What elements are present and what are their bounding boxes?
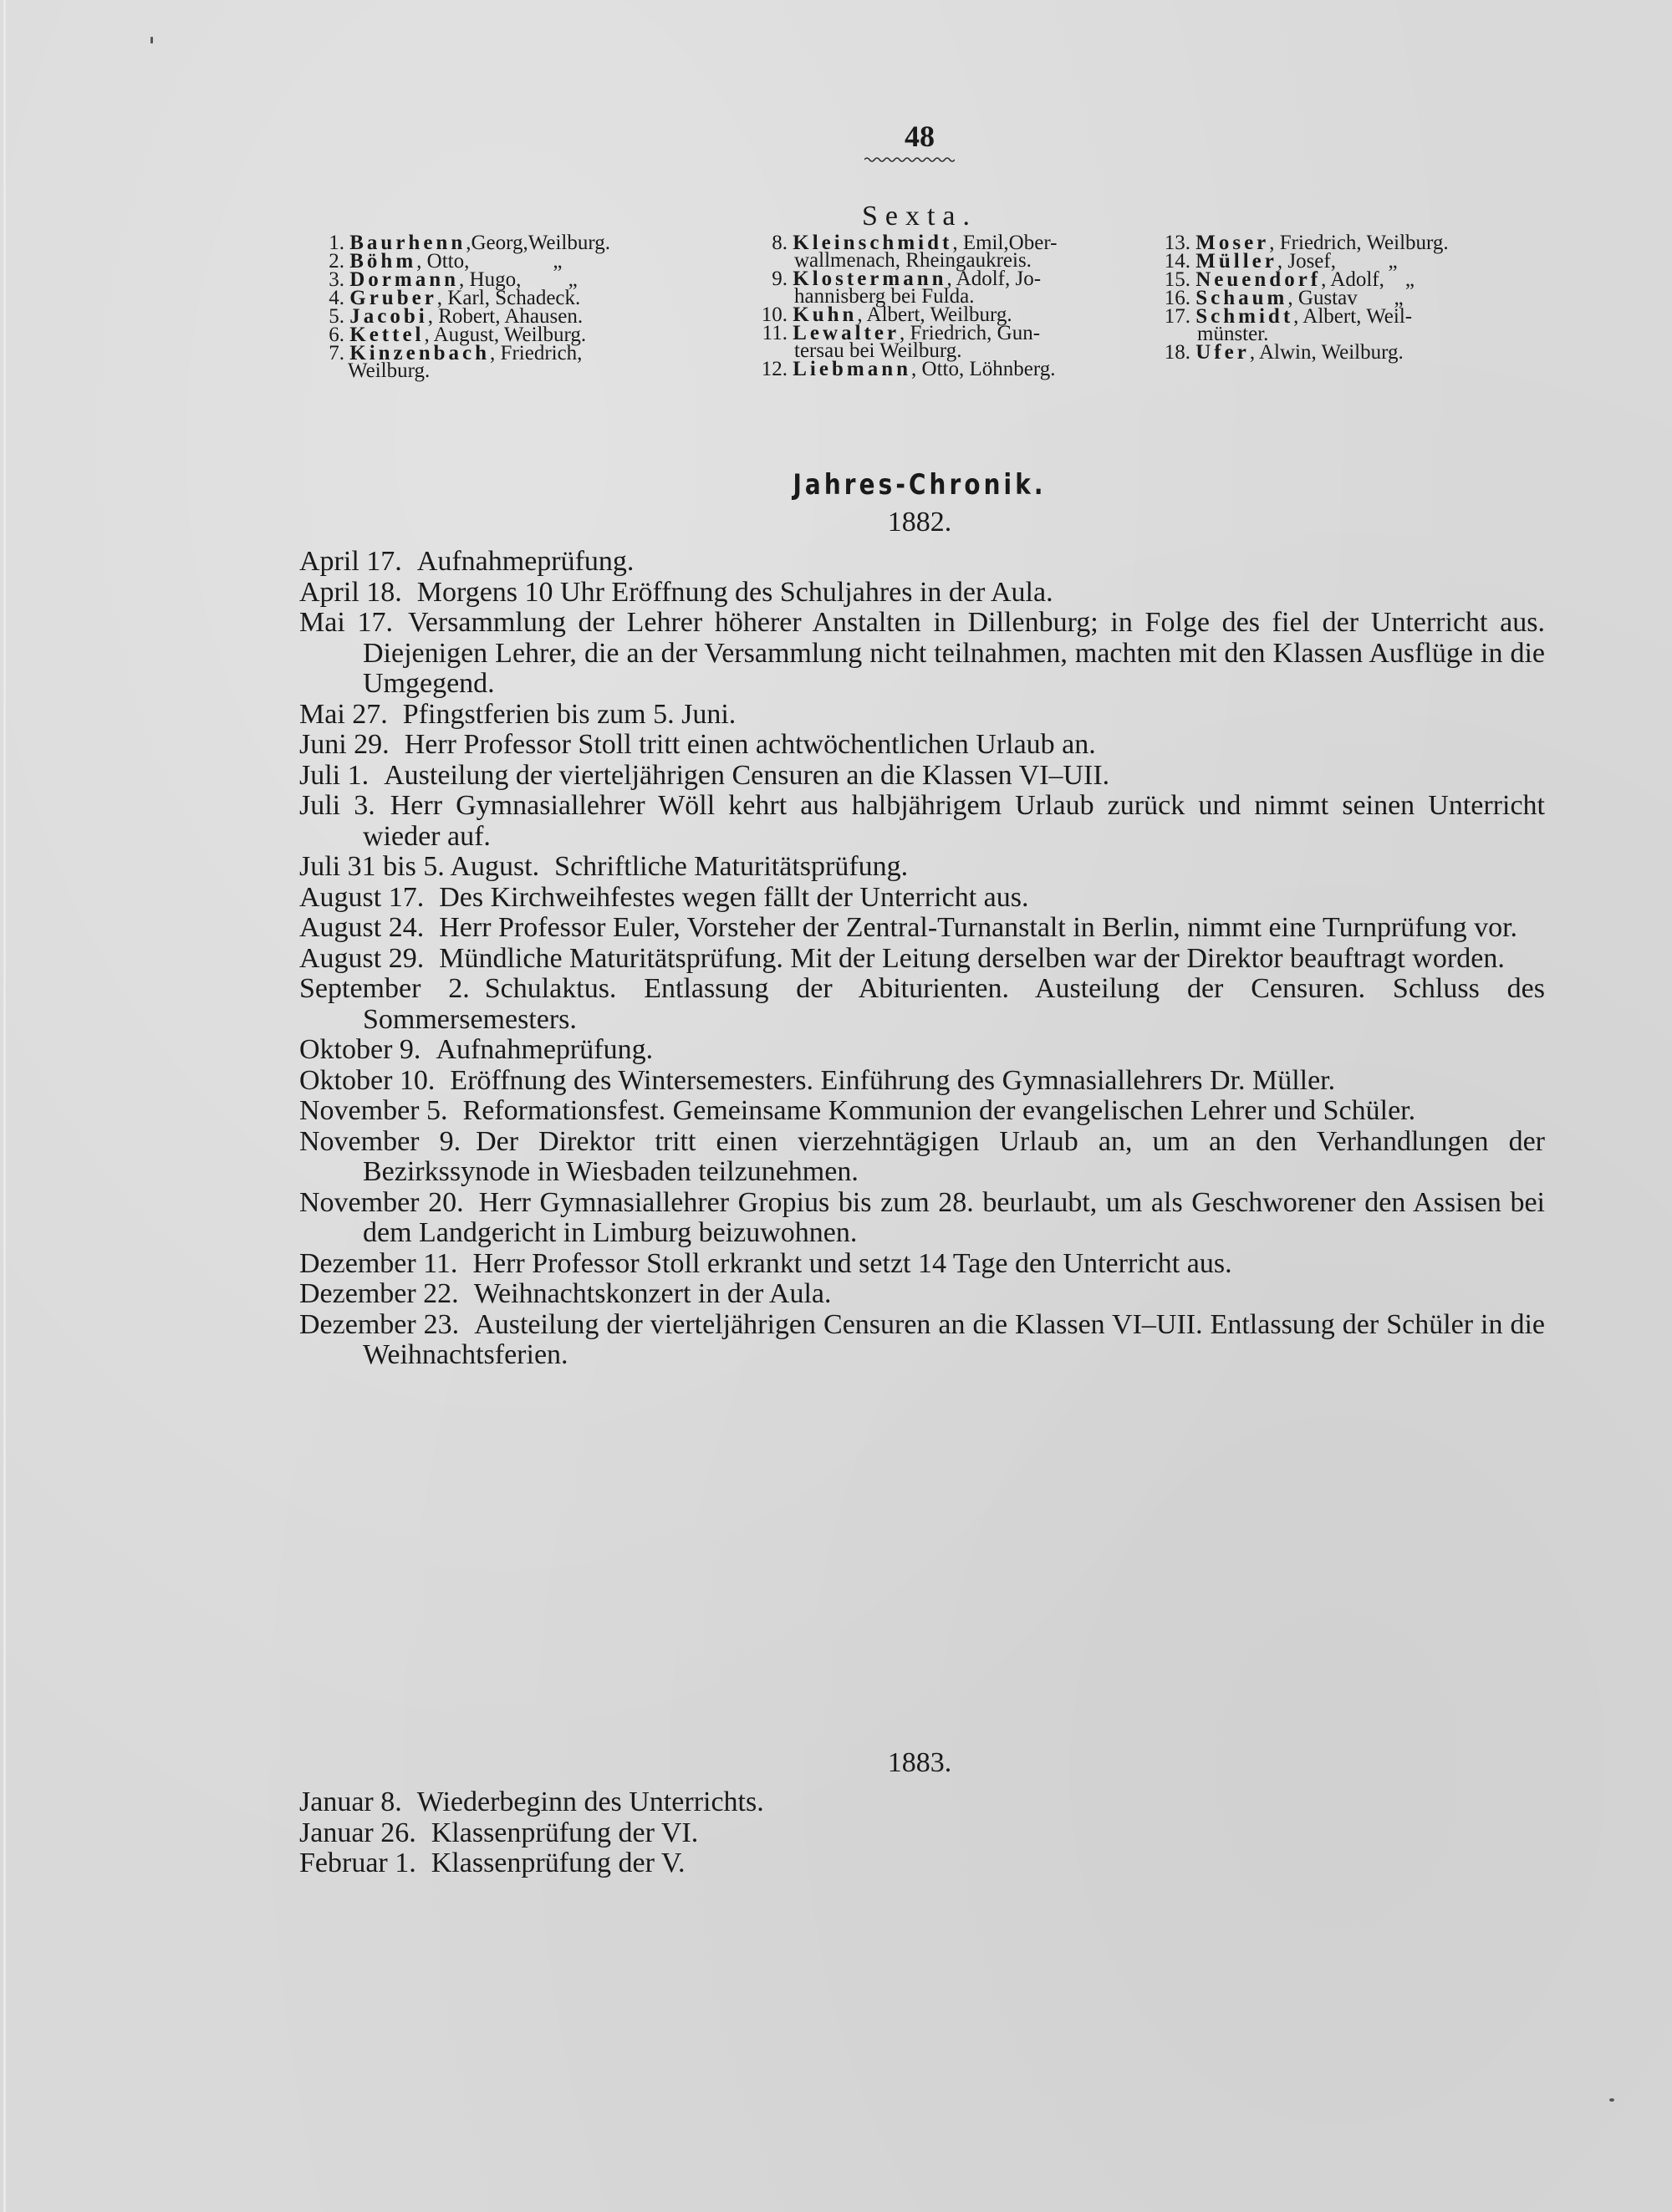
student-entry: [1155, 305, 1557, 345]
student-surname: Kettel: [349, 324, 425, 346]
student-surname: Ufer: [1195, 341, 1250, 364]
student-entry: [1155, 250, 1557, 273]
year-heading-1883: 1883.: [887, 1747, 952, 1778]
student-entry: [316, 234, 709, 252]
student-number: 8.: [772, 232, 788, 254]
entry-date: Mai 27.: [299, 698, 388, 730]
chronicle-entry: [299, 1279, 1545, 1310]
student-number: 11.: [762, 322, 788, 344]
chronicle-entry: [299, 1066, 1545, 1097]
student-number: 13.: [1164, 232, 1190, 254]
student-entry: [316, 289, 709, 307]
entry-date: Juli 3.: [299, 790, 375, 821]
student-surname: Baurhenn: [349, 232, 466, 254]
chronicle-entry: [299, 730, 1545, 761]
student-surname: Dormann: [349, 268, 460, 291]
student-entry: [1155, 289, 1557, 307]
entry-text: Herr Gymnasiallehrer Wöll kehrt aus halbjährigem Urlaub zurück und nimmt seinen Unterricht wieder auf.: [363, 790, 1546, 852]
entry-date: Dezember 11.: [299, 1247, 458, 1279]
student-details: , Albert, Weil-: [1293, 305, 1413, 328]
student-details-continuation: Weilburg.: [348, 359, 431, 382]
student-details-continuation: hannisberg bei Fulda.: [794, 285, 975, 308]
entry-date: Oktober 10.: [299, 1064, 436, 1096]
student-number: 10.: [761, 303, 788, 326]
student-details: , Friedrich,: [490, 342, 583, 364]
entry-date: Dezember 22.: [299, 1278, 459, 1309]
entry-date: Januar 8.: [299, 1786, 402, 1817]
entry-text: Morgens 10 Uhr Eröffnung des Schuljahres in der Aula.: [416, 576, 1053, 608]
entry-date: Dezember 23.: [299, 1308, 460, 1340]
student-entry: [1155, 268, 1557, 291]
chronicle-entry: [299, 761, 1545, 792]
student-details: , Karl, Schadeck.: [436, 287, 581, 309]
student-surname: Liebmann: [793, 358, 912, 380]
student-entry: [742, 232, 1135, 272]
student-number: 6.: [329, 324, 344, 346]
student-number: 12.: [761, 358, 788, 380]
chronicle-entry: [299, 974, 1545, 1035]
student-number: 2.: [329, 250, 344, 273]
student-details: , Adolf, Jo-: [946, 268, 1042, 290]
entry-date: Februar 1.: [299, 1848, 416, 1878]
student-details: , Robert, Ahausen.: [427, 305, 584, 328]
entry-text: Aufnahmeprüfung.: [436, 1034, 654, 1065]
chronicle-entry: [299, 700, 1545, 731]
entry-text: Schriftliche Maturitätsprüfung.: [554, 851, 909, 882]
entry-date: August 24.: [299, 912, 425, 943]
entry-date: Oktober 9.: [299, 1034, 421, 1065]
student-surname: Moser: [1195, 232, 1270, 254]
class-heading-sexta: Sexta.: [861, 201, 978, 232]
student-details: , Otto, „: [416, 250, 563, 273]
entry-text: Reformationsfest. Gemeinsame Kommunion der evangelischen Lehrer und Schüler.: [462, 1095, 1416, 1126]
student-entry: [316, 268, 709, 291]
entry-date: Juni 29.: [299, 729, 390, 760]
entry-date: August 29.: [299, 942, 425, 974]
student-number: 4.: [329, 287, 344, 309]
entry-date: Juli 1.: [299, 759, 370, 791]
entry-text: Herr Professor Stoll tritt einen achtwöchentlichen Urlaub an.: [404, 729, 1096, 760]
student-surname: Klostermann: [793, 268, 947, 290]
student-details-continuation: wallmenach, Rheingaukreis.: [794, 249, 1032, 272]
chronicle-entry: [299, 547, 1545, 578]
student-list-column-1: [316, 234, 709, 380]
student-details: , Albert, Weilburg.: [857, 303, 1012, 326]
student-surname: Jacobi: [349, 305, 428, 328]
entry-text: Klassenprüfung der VI.: [431, 1817, 699, 1848]
student-entry: [1155, 234, 1557, 252]
student-surname: Neuendorf: [1195, 268, 1322, 291]
chronicle-entry: [299, 791, 1545, 852]
student-details-continuation: münster.: [1197, 323, 1269, 345]
chronicle-entry: [299, 944, 1545, 975]
entry-date: April 17.: [299, 546, 402, 577]
chronicle-entry: [299, 1310, 1545, 1371]
student-entry: [316, 250, 709, 273]
student-number: 3.: [329, 268, 344, 291]
student-details: , Hugo, „: [459, 268, 578, 291]
student-details: , Friedrich, Weilburg.: [1269, 232, 1449, 254]
entry-date: November 20.: [299, 1186, 464, 1218]
entry-text: Aufnahmeprüfung.: [416, 546, 635, 577]
entry-date: Januar 26.: [299, 1817, 416, 1848]
student-details: , Emil,Ober-: [952, 232, 1058, 254]
paper-speck: [150, 37, 153, 43]
student-entry: [742, 268, 1135, 308]
student-number: 14.: [1164, 250, 1190, 273]
student-number: 7.: [329, 342, 344, 364]
student-entry: [316, 326, 709, 344]
student-list-column-2: [742, 234, 1135, 379]
page-edge: [3, 0, 6, 2212]
student-surname: Müller: [1195, 250, 1277, 273]
student-details: , Josef, „: [1277, 250, 1398, 273]
wavy-rule-ornament: [864, 155, 955, 164]
entry-date: Juli 31 bis 5. August.: [299, 851, 540, 882]
student-details: , Gustav „: [1287, 287, 1404, 309]
student-surname: Schaum: [1195, 287, 1288, 309]
chronicle-entry: [299, 1127, 1545, 1188]
student-entry: [742, 360, 1135, 378]
entry-text: Herr Professor Euler, Vorsteher der Zentral-Turnanstalt in Berlin, nimmt eine Turnprüfung vor.: [439, 912, 1518, 943]
entry-text: Weihnachtskonzert in der Aula.: [473, 1278, 832, 1309]
student-surname: Kleinschmidt: [793, 232, 953, 254]
entry-date: August 17.: [299, 881, 425, 913]
student-surname: Kuhn: [793, 303, 858, 326]
chronicle-entry: [299, 1096, 1545, 1127]
entry-text: Mündliche Maturitätsprüfung. Mit der Leitung derselben war der Direktor beauftragt worden.: [439, 942, 1505, 974]
chronicle-entry: [299, 608, 1545, 700]
entry-text: Herr Gymnasiallehrer Gropius bis zum 28. beurlaubt, um als Geschworener den Assisen bei dem Landgericht in Limburg beizuwohnen.: [363, 1186, 1545, 1248]
entry-date: September 2.: [299, 973, 470, 1004]
entry-text: Versammlung der Lehrer höherer Anstalten in Dillenburg; in Folge des fiel der Unterricht aus. Diejenigen Lehrer, die an der Versammlung nicht teilnahmen, machten mit den Klassen Ausflüge in die Umgegend.: [363, 607, 1545, 699]
chronicle-entry: [299, 1249, 1545, 1280]
chronicle-entry: [299, 1848, 1545, 1879]
entry-date: Mai 17.: [299, 607, 393, 638]
student-entry: [316, 344, 709, 380]
entry-text: Austeilung der vierteljährigen Censuren an die Klassen VI–UII.: [384, 759, 1110, 791]
chronicle-list-1882: [299, 547, 1545, 1371]
student-details: ,Georg,Weilburg.: [466, 232, 610, 254]
entry-date: April 18.: [299, 576, 402, 608]
student-number: 1.: [329, 232, 344, 254]
student-number: 5.: [329, 305, 344, 328]
student-list-column-3: [1155, 234, 1557, 362]
student-details-continuation: tersau bei Weilburg.: [794, 339, 962, 362]
chronicle-list-1883: [299, 1787, 1545, 1879]
entry-text: Herr Professor Stoll erkrankt und setzt 14 Tage den Unterricht aus.: [472, 1247, 1232, 1279]
student-number: 15.: [1164, 268, 1190, 291]
chronicle-entry: [299, 578, 1545, 609]
student-surname: Schmidt: [1195, 305, 1294, 328]
student-number: 16.: [1164, 287, 1190, 309]
student-surname: Kinzenbach: [349, 342, 491, 364]
entry-text: Der Direktor tritt einen vierzehntägigen Urlaub an, um an den Verhandlungen der Bezirkssynode in Wiesbaden teilzunehmen.: [363, 1125, 1545, 1187]
chronicle-entry: [299, 1035, 1545, 1066]
student-details: , August, Weilburg.: [424, 324, 587, 346]
student-number: 18.: [1164, 341, 1190, 364]
student-details: , Alwin, Weilburg.: [1249, 341, 1404, 364]
student-number: 9.: [772, 268, 788, 290]
paper-speck: [1609, 2098, 1614, 2102]
chronicle-heading: Jahres-Chronik.: [793, 468, 1047, 502]
student-number: 17.: [1164, 305, 1190, 328]
student-details: , Friedrich, Gun-: [900, 322, 1041, 344]
student-entry: [316, 305, 709, 328]
student-surname: Gruber: [349, 287, 437, 309]
entry-text: Des Kirchweihfestes wegen fällt der Unterricht aus.: [439, 881, 1029, 913]
student-surname: Lewalter: [793, 322, 900, 344]
year-heading-1882: 1882.: [887, 507, 952, 538]
chronicle-entry: [299, 1818, 1545, 1849]
student-details: , Otto, Löhnberg.: [911, 358, 1056, 380]
student-entry: [1155, 341, 1557, 364]
entry-text: Austeilung der vierteljährigen Censuren an die Klassen VI–UII. Entlassung der Schüler in die Weihnachtsferien.: [363, 1308, 1546, 1370]
student-surname: Böhm: [349, 250, 417, 273]
page-number: 48: [905, 120, 935, 153]
entry-text: Eröffnung des Wintersemesters. Einführung des Gymnasiallehrers Dr. Müller.: [450, 1064, 1336, 1096]
chronicle-entry: [299, 883, 1545, 914]
student-entry: [742, 303, 1135, 326]
entry-date: November 5.: [299, 1095, 448, 1126]
entry-text: Klassenprüfung der V.: [431, 1848, 686, 1878]
student-details: , Adolf, „: [1321, 268, 1415, 291]
entry-text: Pfingstferien bis zum 5. Juni.: [402, 698, 737, 730]
chronicle-entry: [299, 852, 1545, 883]
student-entry: [742, 322, 1135, 362]
chronicle-entry: [299, 1787, 1545, 1818]
chronicle-entry: [299, 913, 1545, 944]
entry-text: Schulaktus. Entlassung der Abiturienten. Austeilung der Censuren. Schluss des Sommersemesters.: [363, 973, 1545, 1035]
entry-date: November 9.: [299, 1125, 461, 1157]
entry-text: Wiederbeginn des Unterrichts.: [416, 1786, 764, 1817]
chronicle-entry: [299, 1188, 1545, 1249]
